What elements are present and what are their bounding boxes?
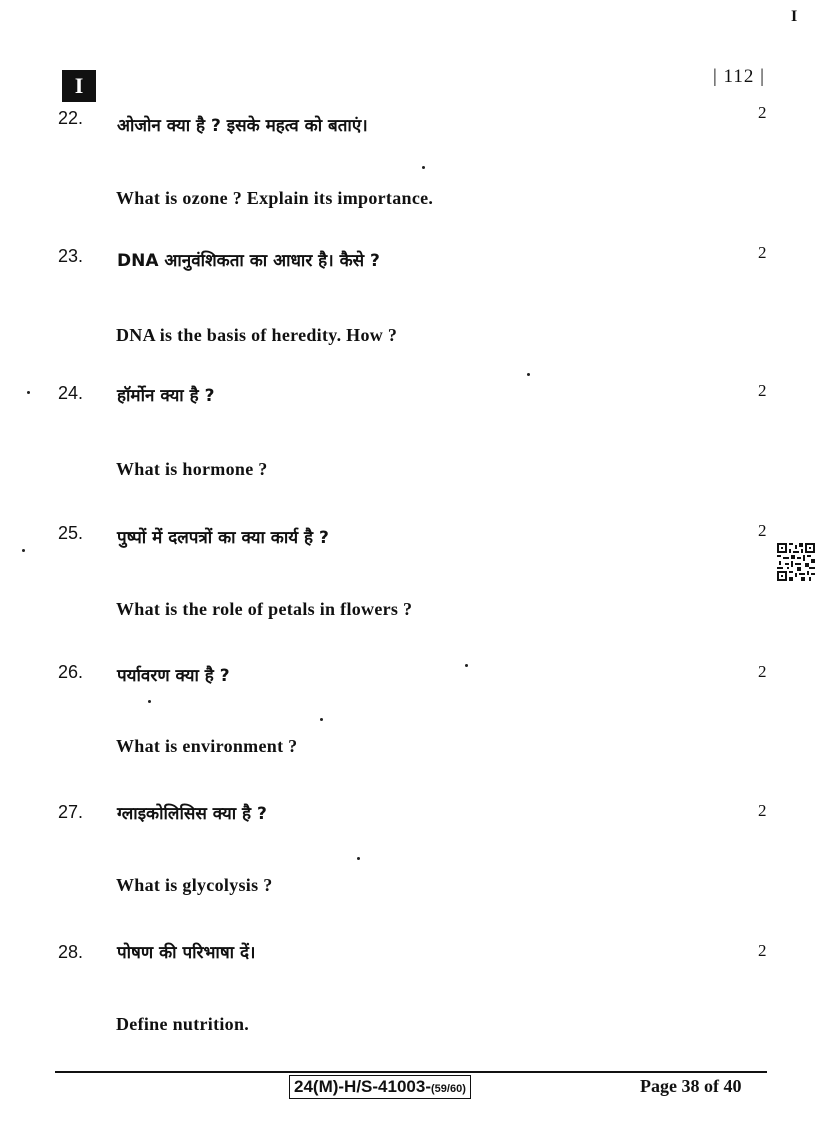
question-english: What is the role of petals in flowers ? (116, 599, 413, 619)
scan-speck (148, 700, 151, 703)
question-number: 24. (58, 383, 84, 403)
scan-speck (320, 718, 323, 721)
footer-paper-code (289, 1075, 471, 1099)
question-marks: 2 (758, 662, 767, 681)
corner-mark: I (791, 8, 798, 25)
section-badge: I (62, 70, 96, 102)
qr-code-icon (777, 543, 815, 581)
question-number: 27. (58, 802, 84, 822)
question-number: 25. (58, 523, 84, 543)
question-english: Define nutrition. (116, 1014, 250, 1034)
question-hindi: ओजोन क्या है ? इसके महत्व को बताएं। (117, 116, 368, 136)
question-hindi: पुष्पों में दलपत्रों का क्या कार्य है ? (117, 528, 329, 548)
scan-speck (465, 664, 468, 667)
question-english: What is glycolysis ? (116, 875, 273, 895)
scan-speck (22, 549, 25, 552)
footer-code-suffix: (59/60) (431, 1083, 466, 1095)
scan-speck (27, 391, 30, 394)
question-hindi: पोषण की परिभाषा दें। (117, 943, 256, 963)
page-number: Page 38 of 40 (640, 1076, 742, 1096)
scan-speck (422, 166, 425, 169)
question-english: DNA is the basis of heredity. How ? (116, 325, 398, 345)
question-hindi: ग्लाइकोलिसिस क्या है ? (117, 804, 267, 824)
footer-rule (55, 1071, 767, 1073)
paper-code: | 112 | (713, 66, 765, 87)
scan-speck (357, 857, 360, 860)
question-english: What is ozone ? Explain its importance. (116, 188, 434, 208)
question-number: 28. (58, 942, 84, 962)
question-marks: 2 (758, 103, 767, 122)
question-hindi: DNA आनुवंशिकता का आधार है। कैसे ? (117, 251, 380, 271)
footer-code-text: 24(M)-H/S-41003- (294, 1077, 431, 1096)
question-number: 22. (58, 108, 84, 128)
question-hindi: हॉर्मोन क्या है ? (117, 386, 215, 406)
scan-speck (527, 373, 530, 376)
question-number: 26. (58, 662, 84, 682)
question-number: 23. (58, 246, 84, 266)
question-marks: 2 (758, 381, 767, 400)
question-hindi: पर्यावरण क्या है ? (117, 666, 230, 686)
question-marks: 2 (758, 521, 767, 540)
question-marks: 2 (758, 243, 767, 262)
question-marks: 2 (758, 941, 767, 960)
question-english: What is hormone ? (116, 459, 268, 479)
question-marks: 2 (758, 801, 767, 820)
question-english: What is environment ? (116, 736, 298, 756)
